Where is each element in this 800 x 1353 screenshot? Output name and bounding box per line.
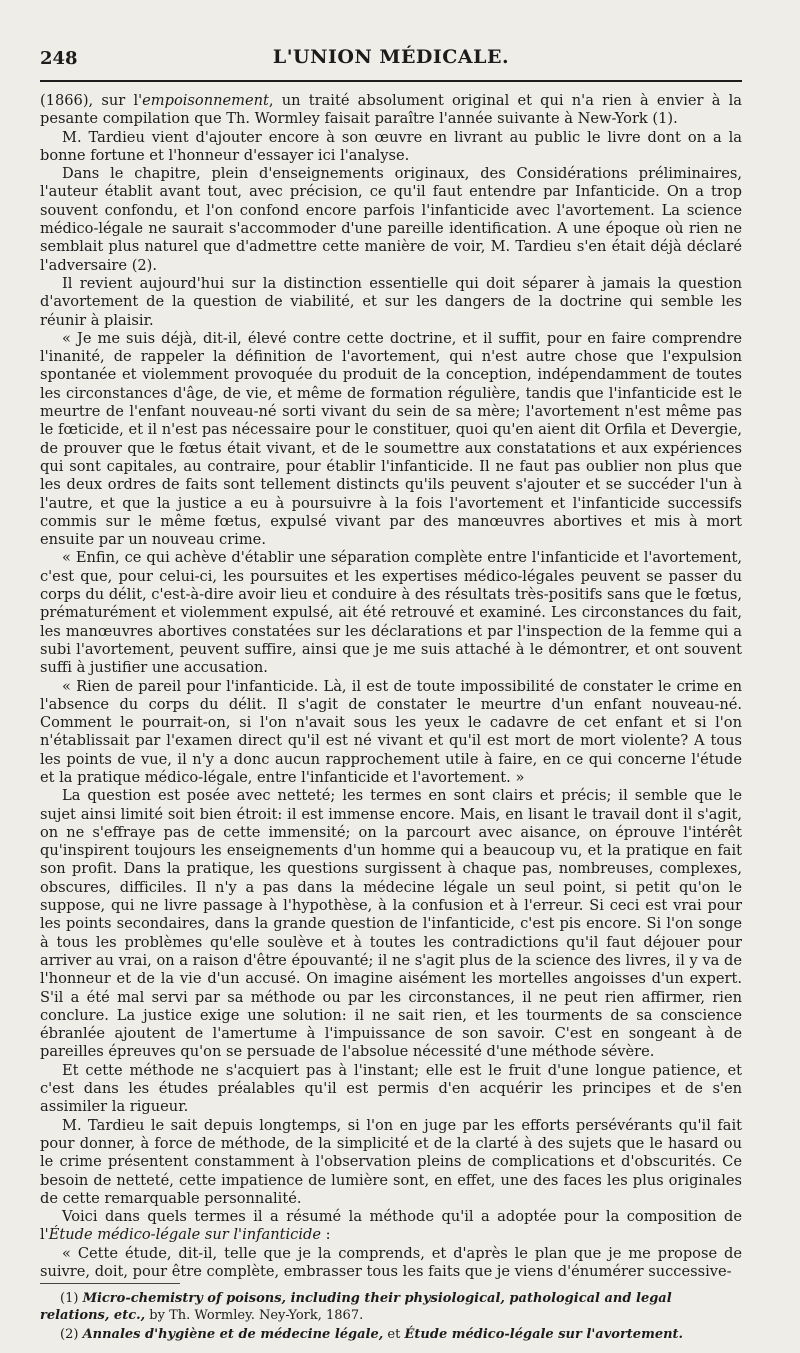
footnote: (2) Annales d'hygiène et de médecine légale, et Étude médico-légale sur l'avortement. <box>60 1327 684 1342</box>
paragraph: Dans le chapitre, plein d'enseignements originaux, des Considérations préliminaires, l'auteur établit avant tout, avec précision, ce qu'il faut entendre par Infanticide. On a trop souvent confondu, et l'on confond encore parfois l'infanticide avec l'avortement. La science médico-légale ne saurait s'accommoder d'une pareille identification. A une époque où rien ne semblait plus naturel que d'admettre cette manière de voir, M. Tardieu s'en était déjà déclaré l'adversaire (2). <box>40 165 742 274</box>
paragraph: « Rien de pareil pour l'infanticide. Là, il est de toute impossibilité de constater le crime en l'absence du corps du délit. Il s'agit de constater le meurtre d'un enfant nouveau-né. Comment le pourrait-on, si l'on n'avait sous les yeux le cadavre de cet enfant et si l'on n'établissait par l'examen direct qu'il est né vivant et qu'il est mort de mort violente? A tous les points de vue, il n'y a donc aucun rapprochement utile à faire, en ce qui concerne l'étude et la pratique médico-légale, entre l'infanticide et l'avortement. » <box>40 677 742 786</box>
paragraph: Et cette méthode ne s'acquiert pas à l'instant; elle est le fruit d'une longue patience, et c'est dans les études préalables qu'il est permis d'en acquérir les principes et de s'en assimiler la rigueur. <box>40 1061 742 1116</box>
page-header <box>40 44 742 74</box>
paragraph: Il revient aujourd'hui sur la distinction essentielle qui doit séparer à jamais la question d'avortement de la question de viabilité, et sur les dangers de la doctrine qui semble les réunir à plaisir. <box>40 274 742 329</box>
paragraph: « Je me suis déjà, dit-il, élevé contre cette doctrine, et il suffit, pour en faire comprendre l'inanité, de rappeler la définition de l'avortement, qui n'est autre chose que l'expulsion spontanée et violemment provoquée du produit de la conception, indépendamment de toutes les circonstances d'âge, de vie, et même de formation régulière, tandis que l'infanticide est le meurtre de l'enfant nouveau-né sorti vivant du sein de sa mère; l'avortement n'est même pas le fœticide, et il n'est pas nécessaire pour le constituer, quoi qu'en aient dit Orfila et Devergie, de prouver que le fœtus était vivant, et de le soumettre aux constatations et aux expériences qui sont capitales, au contraire, pour établir l'infanticide. Il ne faut pas oublier non plus que les deux ordres de faits sont tellement distincts qu'ils peuvent s'ajouter et se succéder l'un à l'autre, et que la justice a eu à poursuivre à la fois l'avortement et l'infanticide successifs commis sur le même fœtus, expulsé vivant par des manœuvres abortives et mis à mort ensuite par un nouveau crime. <box>40 329 742 549</box>
footnotes <box>40 1290 742 1345</box>
paragraph: La question est posée avec netteté; les termes en sont clairs et précis; il semble que le sujet ainsi limité soit bien étroit: il est immense encore. Mais, en lisant le travail dont il s'agit, on ne s'effraye pas de cette immensité; on la parcourt avec aisance, on éprouve l'intérêt qu'inspirent toujours les enseignements d'un homme qui a beaucoup vu, et la pratique en fait son profit. Dans la pratique, les questions surgissent à chaque pas, nombreuses, complexes, obscures, difficiles. Il n'y a pas dans la médecine légale un seul point, si petit qu'on le suppose, qui ne livre passage à l'hypothèse, à la confusion et à l'erreur. Si ceci est vrai pour les points secondaires, dans la grande question de l'infanticide, c'est pis encore. Si l'on songe à tous les problèmes qu'elle soulève et à toutes les contradictions qu'il faut déjouer pour arriver au vrai, on a raison d'être épouvanté; il ne s'agit plus de la science des livres, il y va de l'honneur et de la vie d'un accusé. On imagine aisément les mortelles angoisses d'un expert. S'il a été mal servi par sa méthode ou par les circonstances, il ne peut rien affirmer, rien conclure. La justice exige une solution: il ne sait rien, et les tourments de sa conscience ébranlée ajoutent de l'amertume à l'impuissance de son savoir. C'est en songeant à de pareilles épreuves qu'on se persuade de l'absolue nécessité d'une méthode sévère. <box>40 787 742 1061</box>
paragraph: « Enfin, ce qui achève d'établir une séparation complète entre l'infanticide et l'avortement, c'est que, pour celui-ci, les poursuites et les expertises médico-légales peuvent se passer du corps du délit, c'est-à-dire avoir lieu et conduire à des résultats très-positifs sans que le fœtus, prématurément et violemment expulsé, ait été retrouvé et examiné. Les circonstances du fait, les manœuvres abortives constatées sur les déclarations et par l'inspection de la femme qui a subi l'avortement, peuvent suffire, ainsi que je me suis attaché à le démontrer, et ont souvent suffi à justifier une accusation. <box>40 549 742 677</box>
paragraph: « Cette étude, dit-il, telle que je la comprends, et d'après le plan que je me propose de suivre, doit, pour être complète, embrasser tous les faits que je viens d'énumérer successive- <box>40 1244 742 1280</box>
body-text <box>40 92 742 1281</box>
paragraph: Voici dans quels termes il a résumé la méthode qu'il a adoptée pour la composition de l'Étude médico-légale sur l'infanticide : <box>40 1208 742 1244</box>
paragraph: M. Tardieu vient d'ajouter encore à son œuvre en livrant au public le livre dont on a la bonne fortune et l'honneur d'essayer ici l'analyse. <box>40 128 742 164</box>
header-rule <box>40 80 742 82</box>
footnote-rule <box>40 1283 180 1284</box>
paragraph: M. Tardieu le sait depuis longtemps, si l'on en juge par les efforts persévérants qu'il fait pour donner, à force de méthode, de la simplicité et de la clarté à des sujets que le hasard ou le crime présentent constamment à l'observation pleins de complications et d'obscurités. Ce besoin de netteté, cette impatience de lumière sont, en effet, une des faces les plus originales de cette remarquable personnalité. <box>40 1116 742 1207</box>
footnote: (1) Micro-chemistry of poisons, including their physiological, pathological and legal relations, etc., by Th. Wormley. Ney-York, 1867. <box>40 1291 672 1323</box>
running-title: L'UNION MÉDICALE. <box>272 46 510 68</box>
paragraph: (1866), sur l'empoisonnement, un traité absolument original et qui n'a rien à envier à la pesante compilation que Th. Wormley faisait paraître l'année suivante à New-York (1). <box>40 92 742 128</box>
page-number: 248 <box>40 48 78 69</box>
